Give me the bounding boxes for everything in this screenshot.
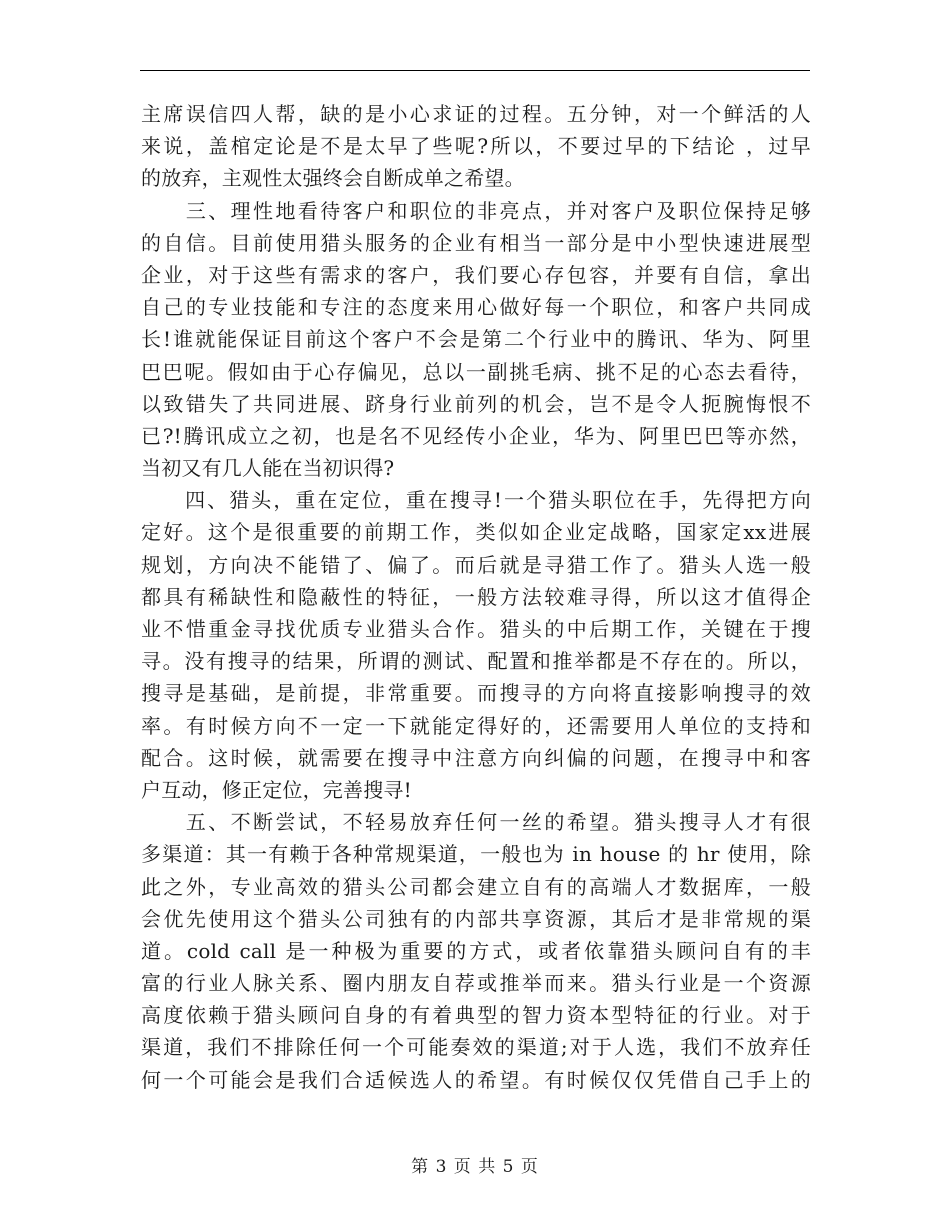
text-line: 主席误信四人帮，缺的是小心求证的过程。五分钟，对一个鲜活的人 bbox=[141, 102, 811, 126]
text-line: 寻。没有搜寻的结果，所谓的测试、配置和推举都是不存在的。所以， bbox=[141, 649, 811, 674]
text-line: 户互动，修正定位，完善搜寻! bbox=[141, 777, 412, 802]
text-line: 业不惜重金寻找优质专业猎头合作。猎头的中后期工作，关键在于搜 bbox=[141, 617, 811, 641]
text-line: 的自信。目前使用猎头服务的企业有相当一部分是中小型快速进展型 bbox=[141, 230, 811, 255]
text-line: 定好。这个是很重要的前期工作，类似如企业定战略，国家定xx进展 bbox=[141, 520, 811, 545]
text-line: 巴巴呢。假如由于心存偏见，总以一副挑毛病、挑不足的心态去看待， bbox=[141, 359, 811, 384]
text-line: 配合。这时候，就需要在搜寻中注意方向纠偏的问题，在搜寻中和客 bbox=[141, 745, 811, 770]
text-line: 自己的专业技能和专注的态度来用心做好每一个职位，和客户共同成 bbox=[141, 295, 811, 320]
text-line: 搜寻是基础，是前提，非常重要。而搜寻的方向将直接影响搜寻的效 bbox=[141, 681, 811, 706]
text-line: 此之外，专业高效的猎头公司都会建立自有的高端人才数据库，一般 bbox=[141, 874, 811, 899]
text-line: 会优先使用这个猎头公司独有的内部共享资源，其后才是非常规的渠 bbox=[141, 906, 811, 931]
header-rule bbox=[140, 70, 810, 71]
text-line: 都具有稀缺性和隐蔽性的特征，一般方法较难寻得，所以这才值得企 bbox=[141, 584, 811, 609]
text-line: 富的行业人脉关系、圈内朋友自荐或推举而来。猎头行业是一个资源 bbox=[141, 971, 811, 996]
body-text bbox=[141, 98, 811, 1096]
text-line: 渠道，我们不排除任何一个可能奏效的渠道;对于人选，我们不放弃任 bbox=[141, 1035, 811, 1060]
text-line: 规划，方向决不能错了、偏了。而后就是寻猎工作了。猎头人选一般 bbox=[141, 552, 811, 577]
text-line: 的放弃，主观性太强终会自断成单之希望。 bbox=[141, 166, 525, 191]
text-line: 高度依赖于猎头顾问自身的有着典型的智力资本型特征的行业。对于 bbox=[141, 1003, 811, 1028]
text-line: 来说，盖棺定论是不是太早了些呢?所以，不要过早的下结论 ，过早 bbox=[141, 134, 811, 159]
text-line: 道。cold call 是一种极为重要的方式，或者依靠猎头顾问自有的丰 bbox=[141, 938, 811, 963]
page-footer: 第 3 页 共 5 页 bbox=[411, 1157, 539, 1177]
text-line: 以致错失了共同进展、跻身行业前列的机会，岂不是令人扼腕悔恨不 bbox=[141, 391, 811, 416]
text-line: 四、猎头，重在定位，重在搜寻!一个猎头职位在手，先得把方向 bbox=[141, 488, 811, 513]
text-line: 何一个可能会是我们合适候选人的希望。有时候仅仅凭借自己手上的 bbox=[141, 1067, 811, 1092]
text-line: 长!谁就能保证目前这个客户不会是第二个行业中的腾讯、华为、阿里 bbox=[141, 327, 811, 352]
text-line: 率。有时候方向不一定一下就能定得好的，还需要用人单位的支持和 bbox=[141, 713, 811, 738]
text-line: 已?!腾讯成立之初，也是名不见经传小企业，华为、阿里巴巴等亦然， bbox=[141, 423, 811, 448]
text-line: 多渠道：其一有赖于各种常规渠道，一般也为 in house 的 hr 使用，除 bbox=[141, 842, 811, 867]
text-line: 企业，对于这些有需求的客户，我们要心存包容，并要有自信，拿出 bbox=[141, 262, 811, 287]
text-line: 五、不断尝试，不轻易放弃任何一丝的希望。猎头搜寻人才有很 bbox=[141, 810, 811, 835]
text-line: 当初又有几人能在当初识得? bbox=[141, 456, 395, 481]
text-line: 三、理性地看待客户和职位的非亮点，并对客户及职位保持足够 bbox=[141, 198, 811, 223]
